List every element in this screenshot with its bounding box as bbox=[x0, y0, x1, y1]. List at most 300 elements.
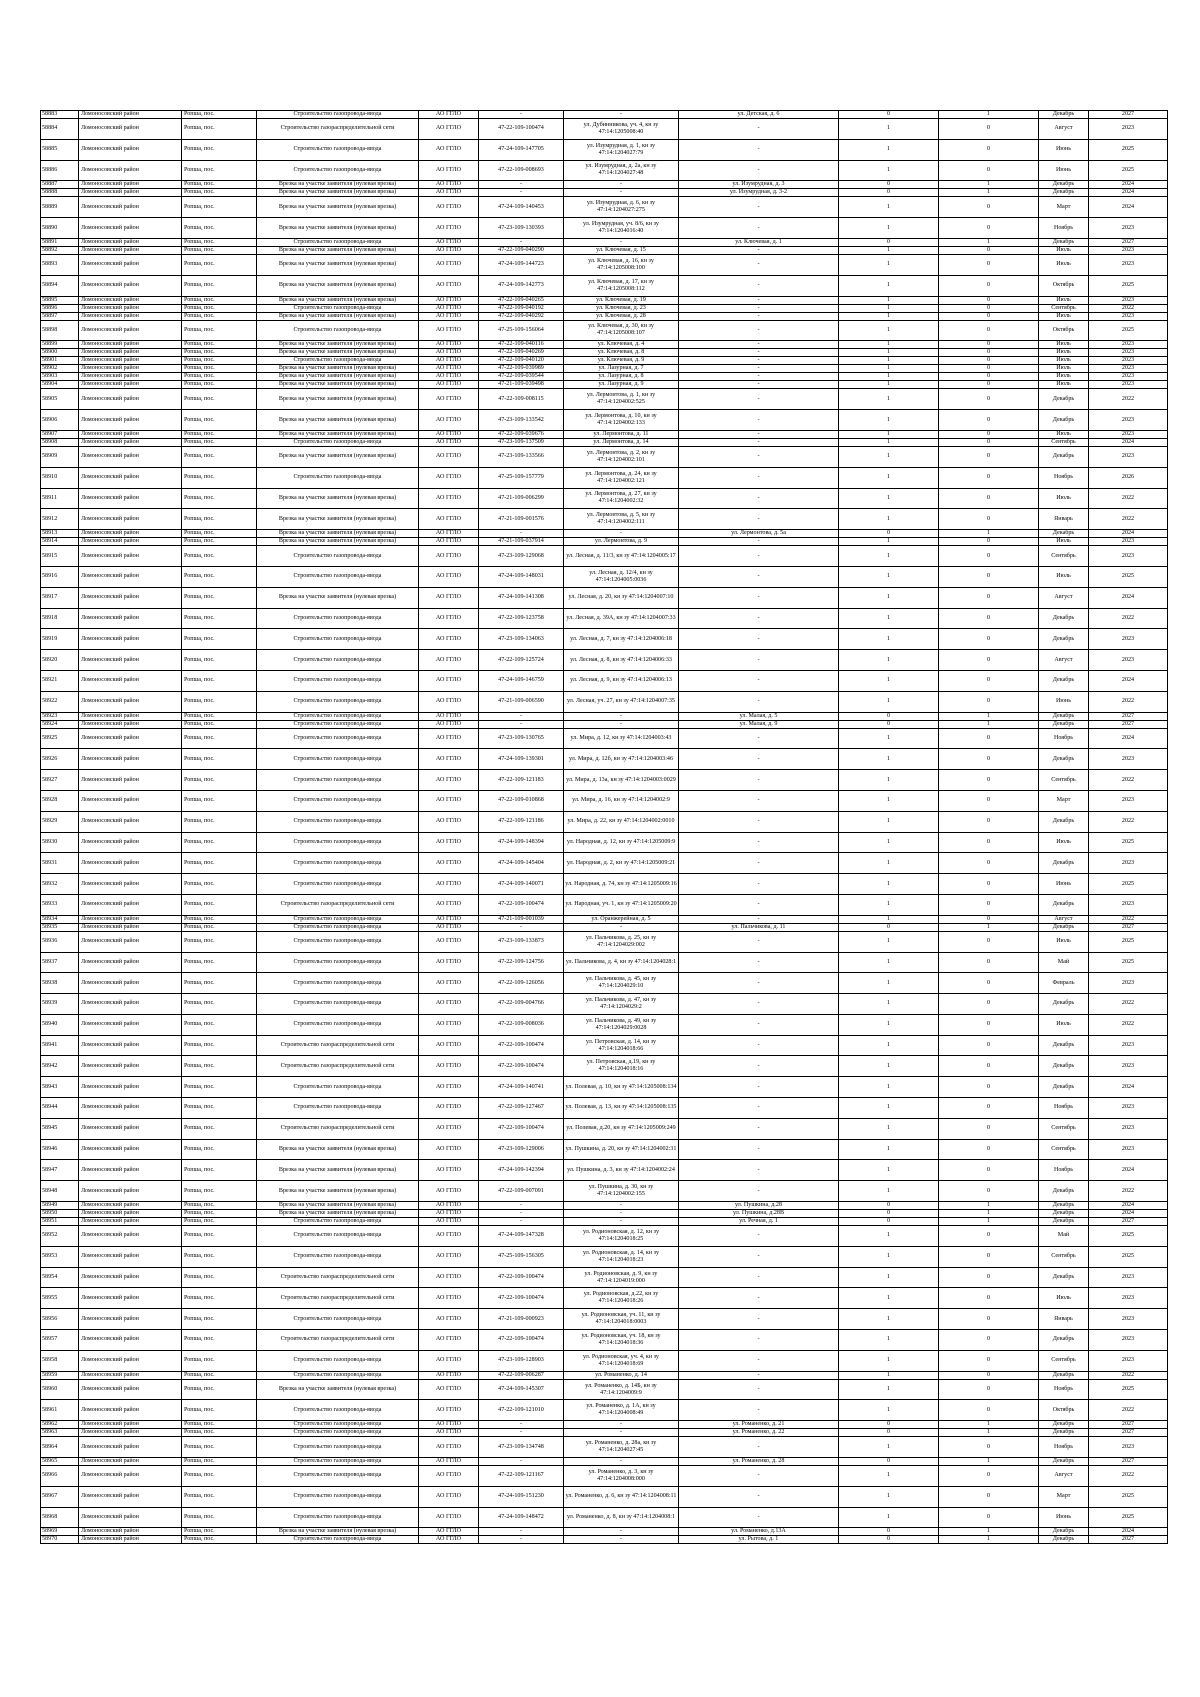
year-cell: 2022 bbox=[1089, 389, 1168, 410]
application-number-cell: 47-24-109-144723 bbox=[479, 254, 564, 275]
flag-a-cell: 1 bbox=[839, 1288, 939, 1309]
month-cell: Август bbox=[1039, 915, 1089, 923]
district-cell: Ломоносовский район bbox=[79, 1536, 182, 1544]
address-cadastral-cell: ул. Пушкина, д. 20, кн зу 47:14:1204002:31 bbox=[564, 1139, 679, 1160]
contract-address-cell: - bbox=[679, 832, 839, 853]
flag-a-cell: 1 bbox=[839, 1466, 939, 1487]
row-number: 58894 bbox=[41, 275, 79, 296]
year-cell: 2024 bbox=[1089, 530, 1168, 538]
year-cell: 2023 bbox=[1089, 1330, 1168, 1351]
address-cadastral-cell: ул. Лермонтова, д. 10, кн зу 47:14:1204002:133 bbox=[564, 410, 679, 431]
row-number: 58890 bbox=[41, 218, 79, 239]
work-type-cell: Строительство газопровода-ввода bbox=[257, 811, 419, 832]
address-cadastral-cell: ул. Изумрудная, д. 2а, кн зу 47:14:1204027:48 bbox=[564, 160, 679, 181]
contract-address-cell: - bbox=[679, 1246, 839, 1267]
flag-b-cell: 0 bbox=[939, 650, 1039, 671]
year-cell: 2023 bbox=[1089, 1098, 1168, 1119]
contract-address-cell: - bbox=[679, 197, 839, 218]
year-cell: 2023 bbox=[1089, 357, 1168, 365]
flag-b-cell: 1 bbox=[939, 189, 1039, 197]
address-cadastral-cell: ул. Петровская, д. 14, кн зу 47:14:1204018:66 bbox=[564, 1035, 679, 1056]
address-cadastral-cell: ул. Изумрудная, уч. 8/6, кн зу 47:14:1204016:40 bbox=[564, 218, 679, 239]
month-cell: Декабрь bbox=[1039, 446, 1089, 467]
organization-cell: АО ГГЛО bbox=[419, 438, 479, 446]
flag-a-cell: 1 bbox=[839, 1014, 939, 1035]
contract-address-cell: ул. Пушкина, д.28 bbox=[679, 1202, 839, 1210]
work-type-cell: Врезка на участке заявителя (нулевая врезка) bbox=[257, 365, 419, 373]
application-number-cell: 47-21-109-039498 bbox=[479, 381, 564, 389]
work-type-cell: Врезка на участке заявителя (нулевая врезка) bbox=[257, 410, 419, 431]
month-cell: Июль bbox=[1039, 365, 1089, 373]
flag-b-cell: 0 bbox=[939, 1400, 1039, 1421]
locality-cell: Ропша, пос. bbox=[182, 608, 257, 629]
work-type-cell: Строительство газопровода-ввода bbox=[257, 467, 419, 488]
work-type-cell: Строительство газопровода-ввода bbox=[257, 923, 419, 931]
flag-a-cell: 0 bbox=[839, 1421, 939, 1429]
contract-address-cell: - bbox=[679, 410, 839, 431]
contract-address-cell: ул. Изумрудная, д. 3-2 bbox=[679, 189, 839, 197]
locality-cell: Ропша, пос. bbox=[182, 446, 257, 467]
flag-a-cell: 1 bbox=[839, 389, 939, 410]
organization-cell: АО ГГЛО bbox=[419, 1035, 479, 1056]
table-row bbox=[41, 1309, 1168, 1330]
address-cadastral-cell: ул. Лесная, д. 12/4, кн зу 47:14:1204005:0036 bbox=[564, 566, 679, 587]
contract-address-cell: - bbox=[679, 566, 839, 587]
flag-a-cell: 1 bbox=[839, 1507, 939, 1528]
district-cell: Ломоносовский район bbox=[79, 770, 182, 791]
locality-cell: Ропша, пос. bbox=[182, 1437, 257, 1458]
contract-address-cell: - bbox=[679, 1330, 839, 1351]
district-cell: Ломоносовский район bbox=[79, 1035, 182, 1056]
flag-b-cell: 1 bbox=[939, 530, 1039, 538]
contract-address-cell: - bbox=[679, 509, 839, 530]
application-number-cell: 47-22-109-100474 bbox=[479, 1288, 564, 1309]
organization-cell: АО ГГЛО bbox=[419, 246, 479, 254]
flag-a-cell: 1 bbox=[839, 349, 939, 357]
flag-a-cell: 1 bbox=[839, 438, 939, 446]
month-cell: Май bbox=[1039, 1226, 1089, 1247]
month-cell: Декабрь bbox=[1039, 238, 1089, 246]
year-cell: 2023 bbox=[1089, 410, 1168, 431]
locality-cell: Ропша, пос. bbox=[182, 770, 257, 791]
table-row bbox=[41, 1246, 1168, 1267]
flag-a-cell: 1 bbox=[839, 915, 939, 923]
organization-cell: АО ГГЛО bbox=[419, 923, 479, 931]
flag-b-cell: 0 bbox=[939, 1350, 1039, 1371]
month-cell: Декабрь bbox=[1039, 189, 1089, 197]
row-number: 58940 bbox=[41, 1014, 79, 1035]
district-cell: Ломоносовский район bbox=[79, 994, 182, 1015]
table-row bbox=[41, 509, 1168, 530]
work-type-cell: Врезка на участке заявителя (нулевая врезка) bbox=[257, 1160, 419, 1181]
address-cadastral-cell: - bbox=[564, 1421, 679, 1429]
organization-cell: АО ГГЛО bbox=[419, 1486, 479, 1507]
month-cell: Ноябрь bbox=[1039, 1160, 1089, 1181]
organization-cell: АО ГГЛО bbox=[419, 1379, 479, 1400]
locality-cell: Ропша, пос. bbox=[182, 509, 257, 530]
flag-b-cell: 1 bbox=[939, 1429, 1039, 1437]
contract-address-cell: - bbox=[679, 275, 839, 296]
row-number: 58942 bbox=[41, 1056, 79, 1077]
organization-cell: АО ГГЛО bbox=[419, 381, 479, 389]
address-cadastral-cell: - bbox=[564, 181, 679, 189]
district-cell: Ломоносовский район bbox=[79, 712, 182, 720]
locality-cell: Ропша, пос. bbox=[182, 691, 257, 712]
year-cell: 2023 bbox=[1089, 790, 1168, 811]
application-number-cell: 47-22-109-100474 bbox=[479, 1330, 564, 1351]
address-cadastral-cell: ул. Романенко, д. 28а, кн зу 47:14:1204027:45 bbox=[564, 1437, 679, 1458]
locality-cell: Ропша, пос. bbox=[182, 1330, 257, 1351]
district-cell: Ломоносовский район bbox=[79, 1226, 182, 1247]
row-number: 58887 bbox=[41, 181, 79, 189]
organization-cell: АО ГГЛО bbox=[419, 509, 479, 530]
flag-b-cell: 0 bbox=[939, 566, 1039, 587]
application-number-cell: 47-22-109-121183 bbox=[479, 770, 564, 791]
organization-cell: АО ГГЛО bbox=[419, 1350, 479, 1371]
application-number-cell: 47-23-109-133873 bbox=[479, 931, 564, 952]
flag-a-cell: 1 bbox=[839, 509, 939, 530]
address-cadastral-cell: ул. Романенко, д. 3, кн зу 47:14:1204008:000 bbox=[564, 1466, 679, 1487]
address-cadastral-cell: ул. Лермонтова, д. 14 bbox=[564, 438, 679, 446]
flag-b-cell: 0 bbox=[939, 304, 1039, 312]
month-cell: Декабрь bbox=[1039, 608, 1089, 629]
row-number: 58932 bbox=[41, 874, 79, 895]
flag-b-cell: 0 bbox=[939, 1267, 1039, 1288]
year-cell: 2023 bbox=[1089, 218, 1168, 239]
month-cell: Июнь bbox=[1039, 691, 1089, 712]
work-type-cell: Врезка на участке заявителя (нулевая врезка) bbox=[257, 1379, 419, 1400]
organization-cell: АО ГГЛО bbox=[419, 931, 479, 952]
flag-a-cell: 0 bbox=[839, 530, 939, 538]
flag-b-cell: 0 bbox=[939, 1160, 1039, 1181]
address-cadastral-cell: ул. Ключевая, д. 16, кн зу 47:14:1205008:100 bbox=[564, 254, 679, 275]
flag-b-cell: 0 bbox=[939, 538, 1039, 546]
locality-cell: Ропша, пос. bbox=[182, 320, 257, 341]
contract-address-cell: - bbox=[679, 1181, 839, 1202]
district-cell: Ломоносовский район bbox=[79, 1400, 182, 1421]
year-cell: 2025 bbox=[1089, 1379, 1168, 1400]
flag-b-cell: 0 bbox=[939, 546, 1039, 567]
flag-a-cell: 1 bbox=[839, 546, 939, 567]
locality-cell: Ропша, пос. bbox=[182, 312, 257, 320]
contract-address-cell: - bbox=[679, 1139, 839, 1160]
address-cadastral-cell: ул. Изумрудная, д. 6, кн зу 47:14:1204027:275 bbox=[564, 197, 679, 218]
flag-a-cell: 1 bbox=[839, 587, 939, 608]
district-cell: Ломоносовский район bbox=[79, 853, 182, 874]
work-type-cell: Врезка на участке заявителя (нулевая врезка) bbox=[257, 488, 419, 509]
work-type-cell: Строительство газопровода-ввода bbox=[257, 304, 419, 312]
contract-address-cell: - bbox=[679, 1288, 839, 1309]
application-number-cell: 47-21-109-001039 bbox=[479, 915, 564, 923]
application-number-cell: 47-22-109-121167 bbox=[479, 1466, 564, 1487]
row-number: 58909 bbox=[41, 446, 79, 467]
application-number-cell: 47-22-109-100474 bbox=[479, 1118, 564, 1139]
application-number-cell: 47-22-109-100474 bbox=[479, 894, 564, 915]
district-cell: Ломоносовский район bbox=[79, 410, 182, 431]
row-number: 58891 bbox=[41, 238, 79, 246]
row-number: 58914 bbox=[41, 538, 79, 546]
flag-b-cell: 0 bbox=[939, 1098, 1039, 1119]
month-cell: Декабрь bbox=[1039, 1429, 1089, 1437]
application-number-cell: 47-22-109-125724 bbox=[479, 650, 564, 671]
row-number: 58939 bbox=[41, 994, 79, 1015]
year-cell: 2025 bbox=[1089, 832, 1168, 853]
flag-a-cell: 1 bbox=[839, 629, 939, 650]
contract-address-cell: - bbox=[679, 1379, 839, 1400]
row-number: 58917 bbox=[41, 587, 79, 608]
application-number-cell: 47-24-109-140071 bbox=[479, 874, 564, 895]
district-cell: Ломоносовский район bbox=[79, 320, 182, 341]
flag-a-cell: 1 bbox=[839, 1181, 939, 1202]
locality-cell: Ропша, пос. bbox=[182, 973, 257, 994]
row-number: 58930 bbox=[41, 832, 79, 853]
contract-address-cell: - bbox=[679, 931, 839, 952]
flag-a-cell: 1 bbox=[839, 728, 939, 749]
year-cell: 2023 bbox=[1089, 1288, 1168, 1309]
work-type-cell: Врезка на участке заявителя (нулевая врезка) bbox=[257, 389, 419, 410]
address-cadastral-cell: ул. Родионовская, д. 14, кн зу 47:14:1204018:23 bbox=[564, 1246, 679, 1267]
contract-address-cell: ул. Ключевая, д. 1 bbox=[679, 238, 839, 246]
organization-cell: АО ГГЛО bbox=[419, 389, 479, 410]
table-row bbox=[41, 874, 1168, 895]
table-row bbox=[41, 349, 1168, 357]
flag-b-cell: 0 bbox=[939, 438, 1039, 446]
year-cell: 2022 bbox=[1089, 691, 1168, 712]
contract-address-cell: - bbox=[679, 246, 839, 254]
contract-address-cell: - bbox=[679, 650, 839, 671]
contract-address-cell: - bbox=[679, 973, 839, 994]
flag-a-cell: 1 bbox=[839, 1077, 939, 1098]
row-number: 58931 bbox=[41, 853, 79, 874]
locality-cell: Ропша, пос. bbox=[182, 389, 257, 410]
month-cell: Июль bbox=[1039, 296, 1089, 304]
district-cell: Ломоносовский район bbox=[79, 1210, 182, 1218]
locality-cell: Ропша, пос. bbox=[182, 238, 257, 246]
address-cadastral-cell: ул. Полевая, д. 10, кн зу 47:14:1205008:134 bbox=[564, 1077, 679, 1098]
district-cell: Ломоносовский район bbox=[79, 566, 182, 587]
month-cell: Декабрь bbox=[1039, 1202, 1089, 1210]
flag-b-cell: 1 bbox=[939, 1202, 1039, 1210]
contract-address-cell: ул. Речная, д. 1 bbox=[679, 1218, 839, 1226]
year-cell: 2024 bbox=[1089, 728, 1168, 749]
table-row bbox=[41, 973, 1168, 994]
year-cell: 2027 bbox=[1089, 720, 1168, 728]
district-cell: Ломоносовский район bbox=[79, 357, 182, 365]
work-type-cell: Врезка на участке заявителя (нулевая врезка) bbox=[257, 1181, 419, 1202]
district-cell: Ломоносовский район bbox=[79, 189, 182, 197]
work-type-cell: Строительство газораспределительной сети bbox=[257, 119, 419, 140]
month-cell: Декабрь bbox=[1039, 994, 1089, 1015]
organization-cell: АО ГГЛО bbox=[419, 1458, 479, 1466]
contract-address-cell: - bbox=[679, 139, 839, 160]
work-type-cell: Строительство газопровода-ввода bbox=[257, 720, 419, 728]
work-type-cell: Строительство газопровода-ввода bbox=[257, 1458, 419, 1466]
work-type-cell: Врезка на участке заявителя (нулевая врезка) bbox=[257, 1210, 419, 1218]
year-cell: 2027 bbox=[1089, 1458, 1168, 1466]
organization-cell: АО ГГЛО bbox=[419, 587, 479, 608]
contract-address-cell: - bbox=[679, 254, 839, 275]
row-number: 58897 bbox=[41, 312, 79, 320]
address-cadastral-cell: ул. Родионовская, д. 12, кн зу 47:14:1204018:25 bbox=[564, 1226, 679, 1247]
contract-address-cell: - bbox=[679, 467, 839, 488]
application-number-cell: 47-24-109-145307 bbox=[479, 1379, 564, 1400]
table-row bbox=[41, 111, 1168, 119]
month-cell: Декабрь bbox=[1039, 629, 1089, 650]
organization-cell: АО ГГЛО bbox=[419, 1160, 479, 1181]
organization-cell: АО ГГЛО bbox=[419, 1536, 479, 1544]
organization-cell: АО ГГЛО bbox=[419, 341, 479, 349]
row-number: 58923 bbox=[41, 712, 79, 720]
row-number: 58892 bbox=[41, 246, 79, 254]
work-type-cell: Врезка на участке заявителя (нулевая врезка) bbox=[257, 587, 419, 608]
application-number-cell: 47-24-109-142773 bbox=[479, 275, 564, 296]
application-number-cell: 47-22-109-004766 bbox=[479, 994, 564, 1015]
flag-a-cell: 1 bbox=[839, 749, 939, 770]
year-cell: 2023 bbox=[1089, 446, 1168, 467]
flag-b-cell: 0 bbox=[939, 1014, 1039, 1035]
flag-a-cell: 1 bbox=[839, 832, 939, 853]
locality-cell: Ропша, пос. bbox=[182, 430, 257, 438]
organization-cell: АО ГГЛО bbox=[419, 538, 479, 546]
contract-address-cell: ул. Малая, д. 5 bbox=[679, 712, 839, 720]
year-cell: 2022 bbox=[1089, 811, 1168, 832]
district-cell: Ломоносовский район bbox=[79, 430, 182, 438]
address-cadastral-cell: ул. Ключевая, д. 28 bbox=[564, 312, 679, 320]
year-cell: 2027 bbox=[1089, 1536, 1168, 1544]
flag-a-cell: 1 bbox=[839, 1400, 939, 1421]
month-cell: Декабрь bbox=[1039, 1458, 1089, 1466]
row-number: 58969 bbox=[41, 1528, 79, 1536]
row-number: 58883 bbox=[41, 111, 79, 119]
locality-cell: Ропша, пос. bbox=[182, 119, 257, 140]
work-type-cell: Строительство газопровода-ввода bbox=[257, 994, 419, 1015]
work-type-cell: Строительство газопровода-ввода bbox=[257, 952, 419, 973]
address-cadastral-cell: - bbox=[564, 720, 679, 728]
locality-cell: Ропша, пос. bbox=[182, 1350, 257, 1371]
address-cadastral-cell: ул. Мира, д. 13а, кн зу 47:14:1204003:0029 bbox=[564, 770, 679, 791]
locality-cell: Ропша, пос. bbox=[182, 749, 257, 770]
organization-cell: АО ГГЛО bbox=[419, 894, 479, 915]
application-number-cell: 47-22-109-126056 bbox=[479, 973, 564, 994]
locality-cell: Ропша, пос. bbox=[182, 1014, 257, 1035]
application-number-cell: 47-24-109-147705 bbox=[479, 139, 564, 160]
flag-a-cell: 1 bbox=[839, 790, 939, 811]
application-number-cell: 47-23-109-130765 bbox=[479, 728, 564, 749]
contract-address-cell: - bbox=[679, 381, 839, 389]
application-number-cell: 47-24-109-148472 bbox=[479, 1507, 564, 1528]
row-number: 58916 bbox=[41, 566, 79, 587]
table-row bbox=[41, 488, 1168, 509]
application-number-cell: 47-22-109-040269 bbox=[479, 349, 564, 357]
organization-cell: АО ГГЛО bbox=[419, 1466, 479, 1487]
application-number-cell: 47-22-109-040290 bbox=[479, 246, 564, 254]
flag-b-cell: 0 bbox=[939, 410, 1039, 431]
flag-a-cell: 1 bbox=[839, 1267, 939, 1288]
organization-cell: АО ГГЛО bbox=[419, 973, 479, 994]
table-row bbox=[41, 530, 1168, 538]
work-type-cell: Строительство газораспределительной сети bbox=[257, 1288, 419, 1309]
year-cell: 2023 bbox=[1089, 349, 1168, 357]
locality-cell: Ропша, пос. bbox=[182, 1077, 257, 1098]
application-number-cell: - bbox=[479, 111, 564, 119]
contract-address-cell: - bbox=[679, 1226, 839, 1247]
flag-a-cell: 1 bbox=[839, 373, 939, 381]
year-cell: 2025 bbox=[1089, 566, 1168, 587]
application-number-cell: 47-21-109-037914 bbox=[479, 538, 564, 546]
work-type-cell: Строительство газопровода-ввода bbox=[257, 973, 419, 994]
district-cell: Ломоносовский район bbox=[79, 691, 182, 712]
district-cell: Ломоносовский район bbox=[79, 139, 182, 160]
contract-address-cell: - bbox=[679, 538, 839, 546]
flag-b-cell: 0 bbox=[939, 728, 1039, 749]
work-type-cell: Строительство газопровода-ввода bbox=[257, 1486, 419, 1507]
month-cell: Декабрь bbox=[1039, 1528, 1089, 1536]
flag-b-cell: 0 bbox=[939, 430, 1039, 438]
month-cell: Декабрь bbox=[1039, 1371, 1089, 1379]
contract-address-cell: - bbox=[679, 952, 839, 973]
address-cadastral-cell: ул. Пальчикова, д. 49, кн зу 47:14:1204029:0028 bbox=[564, 1014, 679, 1035]
locality-cell: Ропша, пос. bbox=[182, 1466, 257, 1487]
month-cell: Декабрь bbox=[1039, 1330, 1089, 1351]
row-number: 58896 bbox=[41, 304, 79, 312]
address-cadastral-cell: ул. Народная, д. 2, кн зу 47:14:1205009:21 bbox=[564, 853, 679, 874]
contract-address-cell: - bbox=[679, 1056, 839, 1077]
flag-a-cell: 0 bbox=[839, 1210, 939, 1218]
application-number-cell: - bbox=[479, 181, 564, 189]
flag-b-cell: 0 bbox=[939, 1309, 1039, 1330]
row-number: 58927 bbox=[41, 770, 79, 791]
work-type-cell: Строительство газопровода-ввода bbox=[257, 728, 419, 749]
row-number: 58910 bbox=[41, 467, 79, 488]
month-cell: Июнь bbox=[1039, 160, 1089, 181]
application-number-cell: 47-25-109-156064 bbox=[479, 320, 564, 341]
organization-cell: АО ГГЛО bbox=[419, 181, 479, 189]
work-type-cell: Строительство газопровода-ввода bbox=[257, 670, 419, 691]
district-cell: Ломоносовский район bbox=[79, 1181, 182, 1202]
district-cell: Ломоносовский район bbox=[79, 1371, 182, 1379]
contract-address-cell: - bbox=[679, 546, 839, 567]
table-row bbox=[41, 1330, 1168, 1351]
application-number-cell: 47-23-109-137509 bbox=[479, 438, 564, 446]
district-cell: Ломоносовский район bbox=[79, 1160, 182, 1181]
application-number-cell: 47-22-109-010868 bbox=[479, 790, 564, 811]
application-number-cell: 47-24-109-151230 bbox=[479, 1486, 564, 1507]
district-cell: Ломоносовский район bbox=[79, 467, 182, 488]
work-type-cell: Строительство газопровода-ввода bbox=[257, 749, 419, 770]
table-row bbox=[41, 853, 1168, 874]
month-cell: Декабрь bbox=[1039, 1536, 1089, 1544]
work-type-cell: Строительство газопровода-ввода bbox=[257, 832, 419, 853]
year-cell: 2023 bbox=[1089, 1350, 1168, 1371]
district-cell: Ломоносовский район bbox=[79, 1458, 182, 1466]
application-number-cell: - bbox=[479, 1429, 564, 1437]
table-row bbox=[41, 670, 1168, 691]
flag-a-cell: 1 bbox=[839, 650, 939, 671]
year-cell: 2023 bbox=[1089, 894, 1168, 915]
table-row bbox=[41, 238, 1168, 246]
month-cell: Декабрь bbox=[1039, 1056, 1089, 1077]
flag-b-cell: 1 bbox=[939, 1218, 1039, 1226]
locality-cell: Ропша, пос. bbox=[182, 254, 257, 275]
contract-address-cell: - bbox=[679, 218, 839, 239]
flag-b-cell: 0 bbox=[939, 246, 1039, 254]
application-number-cell: 47-21-109-000923 bbox=[479, 1309, 564, 1330]
organization-cell: АО ГГЛО bbox=[419, 410, 479, 431]
work-type-cell: Строительство газопровода-ввода bbox=[257, 1429, 419, 1437]
row-number: 58905 bbox=[41, 389, 79, 410]
flag-b-cell: 0 bbox=[939, 389, 1039, 410]
work-type-cell: Строительство газопровода-ввода bbox=[257, 1400, 419, 1421]
